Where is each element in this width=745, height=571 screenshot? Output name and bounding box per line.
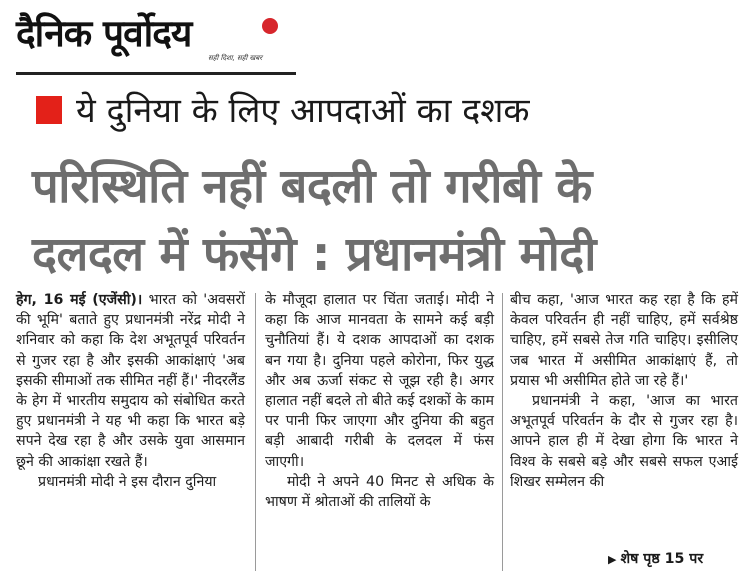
headline-line-2: दलदल में फंसेंगे : प्रधानमंत्री मोदी — [32, 227, 596, 282]
logo-dot-icon — [262, 18, 278, 34]
paragraph: के मौजूदा हालात पर चिंता जताई। मोदी ने कहा कि आज मानवता के सामने कई बड़ी चुनौतियां हैं। ये दशक आपदाओं का दशक बन गया है। दुनिया पहले कोरोना, फिर युद्ध और अब ऊर्जा संकट से जूझ रही है। अगर हालात नहीं बदले तो बीते कई दशकों के काम पर पानी फिर जाएगा और दुनिया की बहुत बड़ी आबादी गरीबी के दलदल में फंस जाएगी। — [265, 292, 494, 470]
kicker-square-icon — [36, 96, 62, 124]
paragraph: मोदी ने अपने 40 मिनट से अधिक के भाषण में श्रोताओं की तालियों के — [265, 473, 494, 511]
headline-line-1: परिस्थिति नहीं बदली तो गरीबी के — [32, 159, 592, 214]
article-column-3 — [510, 290, 738, 492]
newspaper-logo: दैनिक पूर्वोदय — [16, 12, 192, 55]
masthead-rule — [16, 72, 296, 75]
continued-on-page — [608, 549, 703, 568]
article-column-1 — [16, 290, 245, 492]
continued-label: शेष पृष्ठ 15 पर — [620, 551, 704, 567]
right-triangle-icon: ▶ — [608, 553, 617, 566]
article-column-2 — [265, 290, 494, 512]
article-kicker: ये दुनिया के लिए आपदाओं का दशक — [76, 91, 530, 131]
dateline: हेग, 16 मई (एजेंसी)। — [16, 292, 143, 308]
masthead — [8, 4, 288, 72]
paragraph-text: भारत को 'अवसरों की भूमि' बताते हुए प्रधानमंत्री नरेंद्र मोदी ने शनिवार को कहा कि देश अभूतपूर्व परिवर्तन से गुजर रहा है और इसकी आकांक्षाएं 'अब इसकी सीमाओं तक सीमित नहीं हैं।' नीदरलैंड के हेग में भारतीय समुदाय को संबोधित करते हुए प्रधानमंत्री ने यह भी कहा कि भारत बड़े सपने देख रहा है और उसके युवा आसमान छूने की आकांक्षा रखते हैं। — [16, 292, 246, 470]
paragraph — [16, 290, 245, 472]
paragraph: प्रधानमंत्री मोदी ने इस दौरान दुनिया — [38, 473, 217, 490]
column-divider — [255, 293, 256, 571]
paragraph: प्रधानमंत्री ने कहा, 'आज का भारत अभूतपूर्व परिवर्तन के दौर से गुजर रहा है। आपने हाल ही में देखा होगा कि भारत ने विश्व के सबसे बड़े और सबसे सफल एआई शिखर सम्मेलन की — [510, 393, 738, 490]
column-divider — [502, 293, 503, 571]
paragraph: बीच कहा, 'आज भारत कह रहा है कि हमें केवल परिवर्तन ही नहीं चाहिए, हमें सर्वश्रेष्ठ चाहिए, हमें सबसे तेज गति चाहिए। इसीलिए जब भारत में असीमित आकांक्षाएं हैं, तो प्रयास भी असीमित होते जा रहे हैं।' — [510, 292, 738, 389]
masthead-tagline: सही दिशा, सही खबर — [208, 54, 263, 62]
